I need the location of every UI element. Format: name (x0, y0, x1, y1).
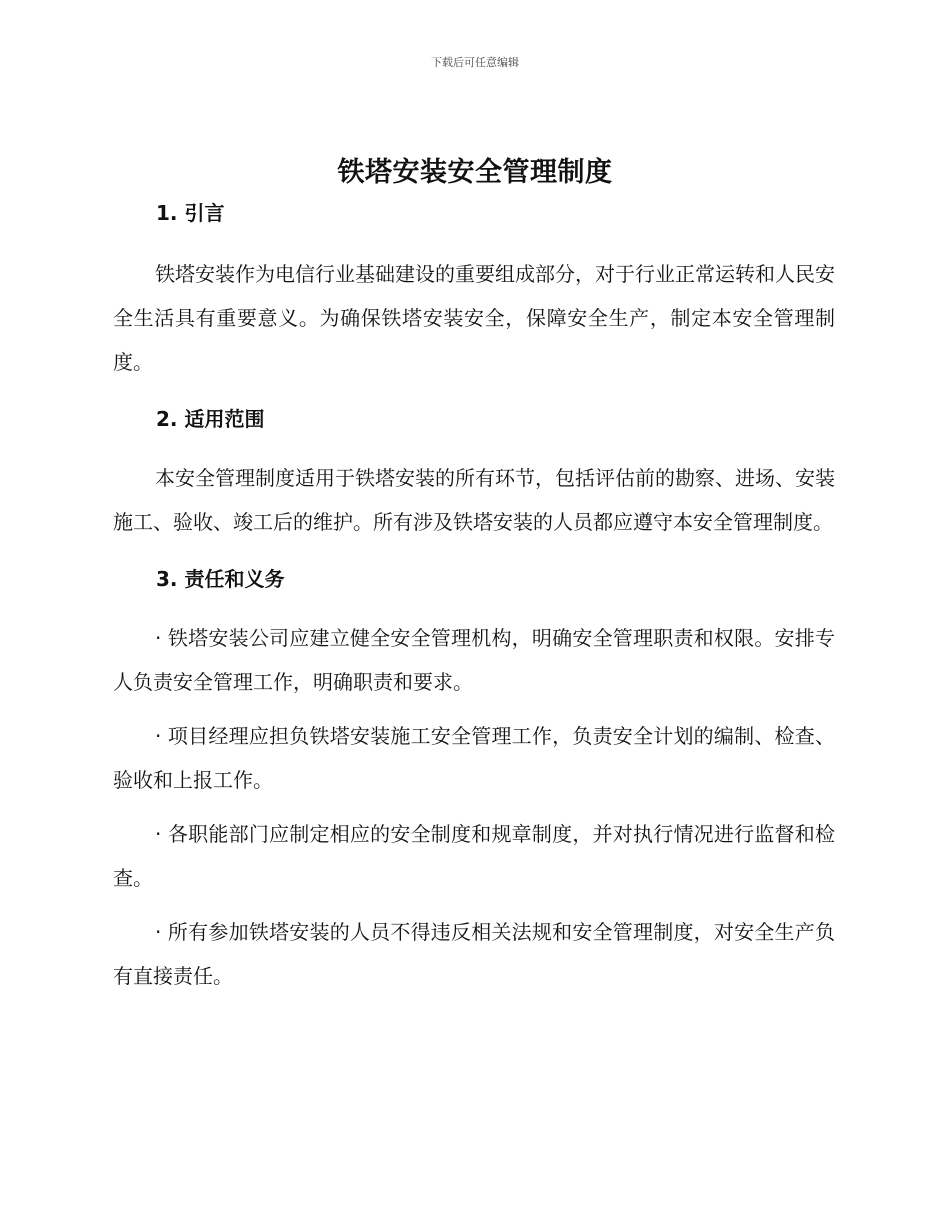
bullet-paragraph-departments: · 各职能部门应制定相应的安全制度和规章制度，并对执行情况进行监督和检查。 (113, 822, 835, 890)
bullet-paragraph-personnel: · 所有参加铁塔安装的人员不得违反相关法规和安全管理制度，对安全生产负有直接责任。 (113, 920, 835, 988)
paragraph-introduction: 铁塔安装作为电信行业基础建设的重要组成部分，对于行业正常运转和人民安全生活具有重要意义。为确保铁塔安装安全，保障安全生产，制定本安全管理制度。 (113, 262, 835, 374)
section-heading-introduction: 1. 引言 (156, 201, 225, 225)
document-title: 铁塔安装安全管理制度 (337, 157, 613, 188)
bullet-paragraph-project-manager: · 项目经理应担负铁塔安装施工安全管理工作，负责安全计划的编制、检查、验收和上报工作。 (113, 724, 835, 792)
document-body (113, 198, 835, 998)
bullet-paragraph-company: · 铁塔安装公司应建立健全安全管理机构，明确安全管理职责和权限。安排专人负责安全管理工作，明确职责和要求。 (113, 626, 835, 694)
paragraph-scope: 本安全管理制度适用于铁塔安装的所有环节，包括评估前的勘察、进场、安装施工、验收、竣工后的维护。所有涉及铁塔安装的人员都应遵守本安全管理制度。 (113, 466, 835, 534)
page-header-note: 下载后可任意编辑 (431, 56, 519, 69)
section-heading-responsibilities: 3. 责任和义务 (156, 567, 285, 591)
section-heading-scope: 2. 适用范围 (156, 407, 265, 431)
